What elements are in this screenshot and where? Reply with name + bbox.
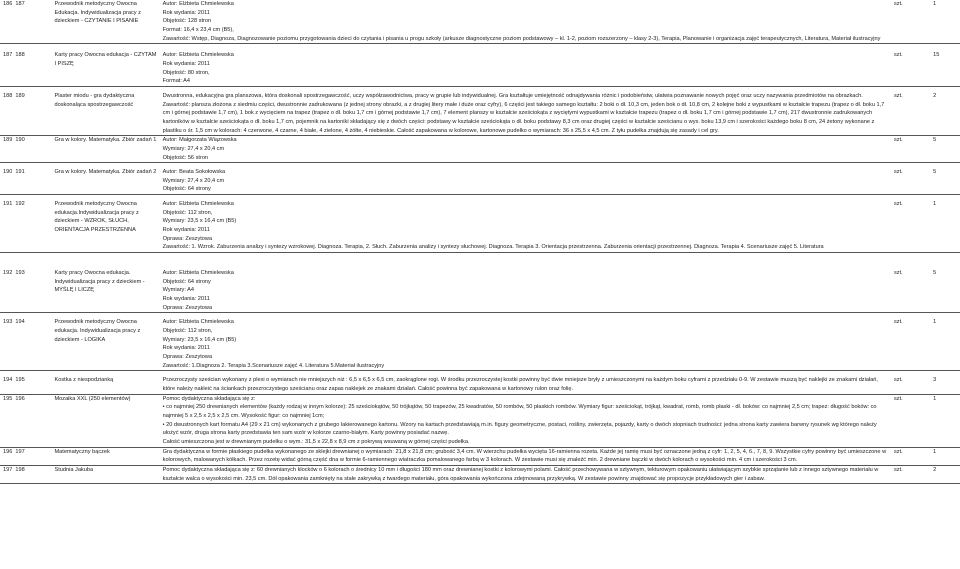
gap-cell [52,44,160,52]
cell-lp: 196 [0,447,12,465]
cell-desc [160,269,891,313]
desc-line: Objętość: 112 stron, [162,209,213,216]
cell-lp: 186 [0,0,12,44]
desc-line: • 20 dwustronnych kart formatu A4 (29 x 21 cm) wykonanych z grubego lakierowanego kartonu. Wzory na kartach przedstawiają m.in. figury geometryczne, postaci, rośliny, zwierzęta, pojazdy, karty o dwóch stopniach trudności: jedna strona karty zawiera barwny rysunek wg którego należy ułożyć wzór, druga strona karty przedstawia ten sam wzór w kolorze czarno-białym. Karty powinny posiadać nazwę. [162,421,877,437]
cell-lp: 190 [0,168,12,194]
cell-desc [160,136,891,163]
table-row [0,318,960,370]
cell-unit: szt. [891,51,930,86]
cell-qty: 5 [930,269,960,313]
desc-line: Wymiary: 23,5 x 16,4 cm (B5) [162,336,237,343]
gap-cell [160,253,891,270]
cell-desc [160,51,891,86]
cell-lp: 192 [0,269,12,313]
desc-line: Przezroczysty sześcian wykonany z plexi o wymiarach nie mniejszych niż : 6,5 x 6,5 x 6,5 cm, zaokrąglone rogi. W środku przezroczystej kostki powinny być dwie mniejsze bryły z umieszczonymi na każdym boku cyframi z przedziału 0-9. W zestawie muszą być naklejki ze znakami działań, które należy nakleić na ściankach przezroczystego sześcianu oraz zapas naklejek ze znakami działań. Całość powinna być zapakowana w kartonowy rulon oraz folię. [162,377,878,392]
gap-cell [12,44,51,52]
table-row [0,269,960,313]
cell-nr: 194 [12,318,51,370]
cell-name: Przewodnik metodyczny Owocna edukacja. Indywidualizacja pracy z dzieckiem - LOGIKA [52,318,160,370]
desc-line: Dwustronna, edukacyjna gra planszowa, która doskonali spostrzegawczość, uczy współzawodnictwa, pracy w grupie lub indywidualnej. Gra kształtuje umiejętność odnajdywania różnic i podobieństw, ułatwia poznawanie nowych pojęć oraz uczy nazywania przedmiotów na obrazkach. Zawartość: plansza złożona z siedmiu części, dwustronnie zadrukowana (z jednej strony obrazki, a z drugiej litery małe i duże oraz cyfry), 6 części jest takiego samego kształtu: 2 boki o dł. 10,3 cm, jeden bok o dł. 10,8 cm, 2 kolejne boki z wypustkami w kształcie trapezu (trapez o dł. boku 1,7 cm i górnej podstawie 1,7 cm), 1 bok z wycięciem na trapez (trapez o dł. boku 1,7 cm i górnej podstawie 1,7 cm), 7 element planszy w kształcie sześciokąta z wyciętymi wypustkami w kształcie trapezu (trapez o dł. boku 1,7 cm i górnej podstawie 1,7 cm), 217 dwustronnie zadrukowanych kartoników w kształcie sześciokąta o dł. boku 1,7 cm, pojemnik na kartoniki składający się z dwóch części: podstawy w kształcie sześciokąta o dł. boku podstawy 8,3 cm oraz drugiej części w kształcie sześcianu o wys. boku 13,9 cm i szerokości każdego boku 8 cm, 24 żetony wykonane z plastiku o śr. 1,5 cm w kolorach: 4 czerwone, 4 czarne, 4 białe, 4 zielone, 4 żółte, 4 niebieskie. Całość zapakowana w kolorowe, kartonowe pudełko o wymiarach: 36 x 25,5 x 4,5 cm. Z tyłu pudełka znajdują się zasady i cel gry. [162,92,885,134]
desc-line: Zawartość: Wstęp, Diagnoza, Diagnozowanie poziomu przygotowania dzieci do czytania i pisania u progu szkoły (arkusze diagnostyczne poziom podstawowy – kl. 1-2, poziom rozszerzony – klasy 2-3), Terapia, Planowanie i organizacja zajęć terapeutycznych, Literatura, Materiał ilustracyjny [162,35,881,42]
desc-line: Autor: Elżbieta Chmielewska [162,201,234,208]
desc-line: Wymiary: A4 [162,287,194,294]
desc-line: Autor: Beata Sokołowska [162,169,226,176]
cell-desc [160,92,891,136]
desc-line: Objętość: 128 stron [162,18,212,25]
cell-qty: 3 [930,376,960,394]
cell-lp: 197 [0,465,12,483]
cell-name: Plaster miodu - gra dydaktyczna doskonaląca spostrzegawczość [52,92,160,136]
cell-name: Gra w kolory. Matematyka. Zbiór zadań 1 [52,136,160,163]
cell-qty: 1 [930,394,960,447]
desc-line: Oprawa: Zeszytowa [162,304,213,311]
cell-desc [160,447,891,465]
cell-name: Przewodnik metodyczny Owocna Edukacja. Indywidualizacja pracy z dzieckiem - CZYTANIE I PISANIE [52,0,160,44]
gap-cell [52,253,160,270]
cell-desc [160,0,891,44]
table-row [0,200,960,252]
cell-name: Przewodnik metodyczny Owocna edukacja.Indywidualizacja pracy z dzieckiem - WZROK, SŁUCH, ORIENTACJA PRZESTRZENNA [52,200,160,252]
desc-line: Rok wydania: 2011 [162,9,210,16]
cell-desc [160,168,891,194]
desc-line: Całość umieszczona jest w drewnianym pudełku o wym.: 31,5 x 22,8 x 8,9 cm z pokrywą wsuwaną w górnej części pudełka. [162,438,470,445]
cell-name: Gra w kolory. Matematyka. Zbiór zadań 2 [52,168,160,194]
cell-nr: 189 [12,92,51,136]
cell-lp: 189 [0,136,12,163]
cell-unit: szt. [891,200,930,252]
table-row [0,92,960,136]
desc-line: Objętość: 112 stron, [162,328,213,334]
cell-qty: 1 [930,318,960,370]
cell-nr: 188 [12,51,51,86]
gap-cell [891,44,930,52]
cell-lp: 191 [0,200,12,252]
desc-line: Rok wydania: 2011 [162,227,210,234]
cell-lp: 193 [0,318,12,370]
desc-line: Rok wydania: 2011 [162,60,210,67]
desc-line: Pomoc dydaktyczna składająca się z: [162,395,256,402]
cell-desc [160,376,891,394]
cell-unit: szt. [891,136,930,163]
desc-line: Objętość: 80 stron, [162,69,210,76]
table-row [0,51,960,86]
gap-cell [160,44,891,52]
gap-cell [12,253,51,270]
cell-lp: 188 [0,92,12,136]
table-row [0,394,960,447]
desc-line: Objętość: 64 strony [162,278,211,285]
cell-nr: 190 [12,136,51,163]
cell-lp: 195 [0,394,12,447]
table-row [0,465,960,483]
cell-nr: 187 [12,0,51,44]
desc-line: Zawartość: 1. Wzrok. Zaburzenia analizy i syntezy wzrokowej. Diagnoza. Terapia, 2. Słuch. Zaburzenia analizy i syntezy słuchowej. Diagnoza. Terapia 3. Orientacja przestrzenna. Zaburzenia orientacji przestrzennej. Diagnoza. Terapia 4. Scenariusze zajęć 5. Literatura [162,244,824,251]
desc-line: Rok wydania: 2011 [162,296,210,303]
gap-cell [0,253,12,270]
desc-line: Oprawa: Zeszytowa [162,353,213,360]
cell-qty: 1 [930,200,960,252]
cell-unit: szt. [891,0,930,44]
cell-name: Karty pracy Owocna edukacja - CZYTAM I PISZĘ [52,51,160,86]
gap-cell [930,44,960,52]
desc-line: Objętość: 56 stron [162,154,209,161]
cell-nr: 198 [12,465,51,483]
desc-line: Zawartość: 1.Diagnoza 2. Terapia 3.Scenariusze zajęć 4. Literatura 5.Materiał ilustracyjny [162,362,385,369]
desc-line: Wymiary: 27,4 x 20,4 cm [162,177,225,184]
cell-name: Kostka z niespodzianką [52,376,160,394]
cell-desc [160,200,891,252]
gap-cell [930,253,960,270]
table-row [0,0,960,44]
cell-lp: 187 [0,51,12,86]
desc-line: Autor: Elżbieta Chmielewska [162,52,234,59]
desc-line: Autor: Małgorzata Wiązowska [162,137,237,144]
cell-nr: 197 [12,447,51,465]
cell-nr: 193 [12,269,51,313]
table-row [0,447,960,465]
cell-qty: 2 [930,92,960,136]
cell-nr: 191 [12,168,51,194]
cell-unit: szt. [891,92,930,136]
row-gap [0,253,960,270]
gap-cell [0,44,12,52]
cell-desc [160,318,891,370]
cell-qty: 15 [930,51,960,86]
cell-qty: 1 [930,447,960,465]
cell-qty: 2 [930,465,960,483]
desc-line: • co najmniej 250 drewnianych elementów (każdy rodzaj w innym kolorze): 25 sześciokątów, 50 trójkątów, 50 trapezów, 25 kwadratów, 50 rombów, 50 płaskich rombów. Wymiary figur: sześciokąt, trójkąt, kwadrat, romb, romb płaski - dł. boków: co najmniej 2,5 cm; trapez: długość boków: co najmniej 5 x 2,5 x 2,5 x 2,5 cm. Wysokość figur: co najmniej 1cm; [162,404,877,419]
cell-nr: 196 [12,394,51,447]
cell-qty: 5 [930,168,960,194]
cell-unit: szt. [891,168,930,194]
cell-qty: 1 [930,0,960,44]
cell-unit: szt. [891,269,930,313]
cell-name: Matematyczny bączek [52,447,160,465]
cell-unit: szt. [891,318,930,370]
desc-line: Autor: Elżbieta Chmielewska [162,270,234,277]
cell-unit: szt. [891,394,930,447]
desc-line: Objętość: 64 strony [162,186,211,193]
desc-line: Format: 16,4 x 23,4 cm (B5), [162,26,234,33]
cell-name: Mozaika XXL (250 elementów) [52,394,160,447]
desc-line: Autor: Elżbieta Chmielewska [162,1,234,7]
desc-line: Pomoc dydaktyczna składająca się z: 60 drewnianych klocków o 6 kolorach o średnicy 10 mm i długości 180 mm oraz drewnianej kostki z kolorowymi polami. Całość przechowywana w sztywnym, tekturowym opakowaniu ułatwiającym szybkie sprzątanie lub z innego sztywnego materiału w kształcie walca o wysokości min. 23,5 cm. Dół opakowania zamknięty na stałe zakrywką z twardego materiału, góra opakowania wykończona zdejmowaną przykrywką. W zestawie powinny znajdować się propozycje przykładowych gier i zabaw. [162,466,879,482]
cell-unit: szt. [891,376,930,394]
desc-line: Oprawa: Zeszytowa [162,235,213,242]
cell-unit: szt. [891,447,930,465]
desc-line: Gra dydaktyczna w formie płaskiego pudełka wykonanego ze sklejki drewnianej o wymiarach: 21,8 x 21,8 cm; grubość 3,4 cm. W wierzchu pudełka wycięta 16-ramienna rozeta. Każde jej ramię musi być oznaczone jedną z cyfr: 1, 2, 5, 4, 6., 7, 8, 9. Wszystkie cyfry powinny być umieszczone w kolorowych, malowanych kółkach. Przez rozetę widać górną część dna w formie 6-ramiennego wiatraczka pomalowanego farbą w 3 kolorach. W zestawie musi się znaleźć min. 2 drewniane bączki w dwóch kolorach o wysokości min. 4 cm i szerokości 3 cm. [162,448,887,464]
cell-unit: szt. [891,465,930,483]
table-row [0,376,960,394]
cell-qty: 5 [930,136,960,163]
cell-lp: 194 [0,376,12,394]
row-gap [0,44,960,52]
cell-nr: 195 [12,376,51,394]
cell-nr: 192 [12,200,51,252]
gap-cell [891,253,930,270]
cell-desc [160,394,891,447]
desc-line: Rok wydania: 2011 [162,345,210,352]
desc-line: Wymiary: 23,5 x 16,4 cm (B5) [162,218,237,225]
table-row [0,136,960,163]
desc-line: Wymiary: 27,4 x 20,4 cm [162,145,225,152]
desc-line: Format: A4 [162,78,190,85]
table-row [0,168,960,194]
cell-name: Karty pracy Owocna edukacja. Indywidualizacja pracy z dzieckiem - MYŚLĘ I LICZĘ [52,269,160,313]
cell-name: Studnia Jakuba [52,465,160,483]
cell-desc [160,465,891,483]
desc-line: Autor: Elżbieta Chmielewska [162,319,234,326]
